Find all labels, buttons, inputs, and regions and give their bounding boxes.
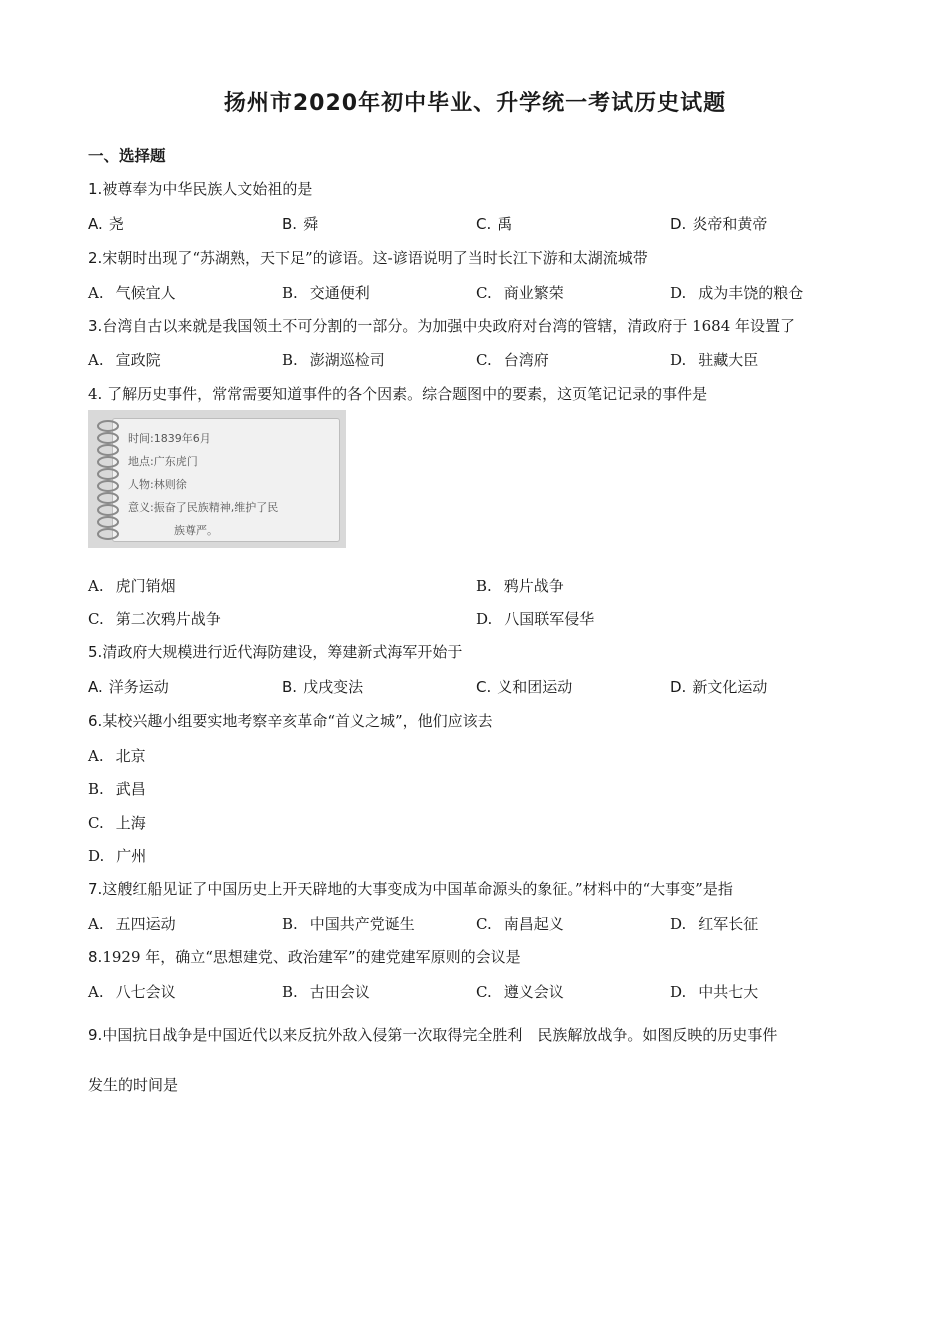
- question-number: 4.: [88, 385, 103, 403]
- question-text: 台湾自古以来就是我国领土不可分割的一部分。为加强中央政府对台湾的管辖，清政府于 1684 年设置了: [102, 317, 796, 335]
- section-heading: 一、选择题: [88, 147, 166, 165]
- question-5: [88, 641, 462, 662]
- question-text: 被尊奉为中华民族人文始祖的是: [102, 180, 313, 198]
- option-a[interactable]: A. 尧: [88, 215, 124, 233]
- question-9: [88, 1024, 777, 1045]
- option-c[interactable]: C. 上海: [88, 814, 146, 832]
- option-b[interactable]: B. 澎湖巡检司: [282, 351, 385, 369]
- option-a[interactable]: A. 八七会议: [88, 983, 176, 1001]
- question-text: 宋朝时出现了“苏湖熟，天下足”的谚语。这-谚语说明了当时长江下游和太湖流城带: [102, 249, 648, 267]
- question-7: [88, 878, 733, 899]
- question-number: 5.: [88, 643, 103, 661]
- question-number: 1.: [88, 180, 103, 198]
- option-a[interactable]: A. 五四运动: [88, 915, 176, 933]
- option-b[interactable]: B. 中国共产党诞生: [282, 915, 415, 933]
- option-a[interactable]: A. 北京: [88, 747, 146, 765]
- option-d[interactable]: D. 成为丰饶的粮仓: [670, 284, 804, 302]
- question-text: 了解历史事件，常常需要知道事件的各个因素。综合题图中的要素，这页笔记记录的事件是: [107, 385, 708, 403]
- question-3: [88, 315, 795, 336]
- option-d[interactable]: D. 新文化运动: [670, 678, 768, 696]
- option-b[interactable]: B. 古田会议: [282, 983, 370, 1001]
- question-number: 6.: [88, 712, 103, 730]
- page-title: 扬州市2020年初中毕业、升学统一考试历史试题: [223, 91, 727, 116]
- question-text: 某校兴趣小组要实地考察辛亥革命“首义之城”，他们应该去: [102, 712, 493, 730]
- option-b[interactable]: B. 武昌: [88, 780, 146, 798]
- option-c[interactable]: C. 商业繁荣: [476, 284, 564, 302]
- option-d[interactable]: D. 中共七大: [670, 983, 759, 1001]
- option-a[interactable]: A. 虎门销烟: [88, 577, 176, 595]
- question-number: 3.: [88, 317, 103, 335]
- question-number: 9.: [88, 1026, 103, 1044]
- question-6: [88, 710, 493, 731]
- option-d[interactable]: D. 八国联军侵华: [476, 610, 595, 628]
- question-2: [88, 247, 648, 268]
- question-text: 这艘红船见证了中国历史上开天辟地的大事变成为中国革命源头的象征。”材料中的“大事变”是指: [102, 880, 733, 898]
- question-number: 8.: [88, 948, 103, 966]
- option-b[interactable]: B. 戊戌变法: [282, 678, 364, 696]
- option-d[interactable]: D. 驻藏大臣: [670, 351, 759, 369]
- question-1: [88, 178, 312, 199]
- option-b[interactable]: B. 鸦片战争: [476, 577, 564, 595]
- note-line: 人物:林则徐: [128, 478, 187, 491]
- option-c[interactable]: C. 台湾府: [476, 351, 549, 369]
- option-c[interactable]: C. 遵义会议: [476, 983, 564, 1001]
- option-a[interactable]: A. 气候宜人: [88, 284, 176, 302]
- option-c[interactable]: C. 义和团运动: [476, 678, 573, 696]
- question-9-continued: 发生的时间是: [88, 1076, 179, 1094]
- question-text: 中国抗日战争是中国近代以来反抗外敌入侵第一次取得完全胜利 民族解放战争。如图反映的历史事件: [102, 1026, 778, 1044]
- question-number: 7.: [88, 880, 103, 898]
- note-line: 意义:振奋了民族精神,维护了民: [128, 501, 279, 514]
- note-line: 时间:1839年6月: [128, 432, 211, 445]
- option-a[interactable]: A. 洋务运动: [88, 678, 169, 696]
- question-text: 1929 年，确立“思想建党、政治建军”的建党建军原则的会议是: [102, 948, 521, 966]
- option-c[interactable]: C. 南昌起义: [476, 915, 564, 933]
- option-b[interactable]: B. 交通便利: [282, 284, 370, 302]
- question-4: [88, 383, 707, 404]
- question-8: [88, 946, 521, 967]
- option-b[interactable]: B. 舜: [282, 215, 319, 233]
- notebook-spiral-icon: [94, 418, 122, 542]
- question-text: 清政府大规模进行近代海防建设，筹建新式海军开始于: [102, 643, 463, 661]
- option-d[interactable]: D. 红军长征: [670, 915, 759, 933]
- option-d[interactable]: D. 炎帝和黄帝: [670, 215, 768, 233]
- note-line: 族尊严。: [174, 524, 218, 537]
- option-d[interactable]: D. 广州: [88, 847, 147, 865]
- option-c[interactable]: C. 第二次鸦片战争: [88, 610, 221, 628]
- option-a[interactable]: A. 宣政院: [88, 351, 161, 369]
- notebook-image: [88, 410, 346, 548]
- question-number: 2.: [88, 249, 103, 267]
- option-c[interactable]: C. 禹: [476, 215, 513, 233]
- note-line: 地点:广东虎门: [128, 455, 198, 468]
